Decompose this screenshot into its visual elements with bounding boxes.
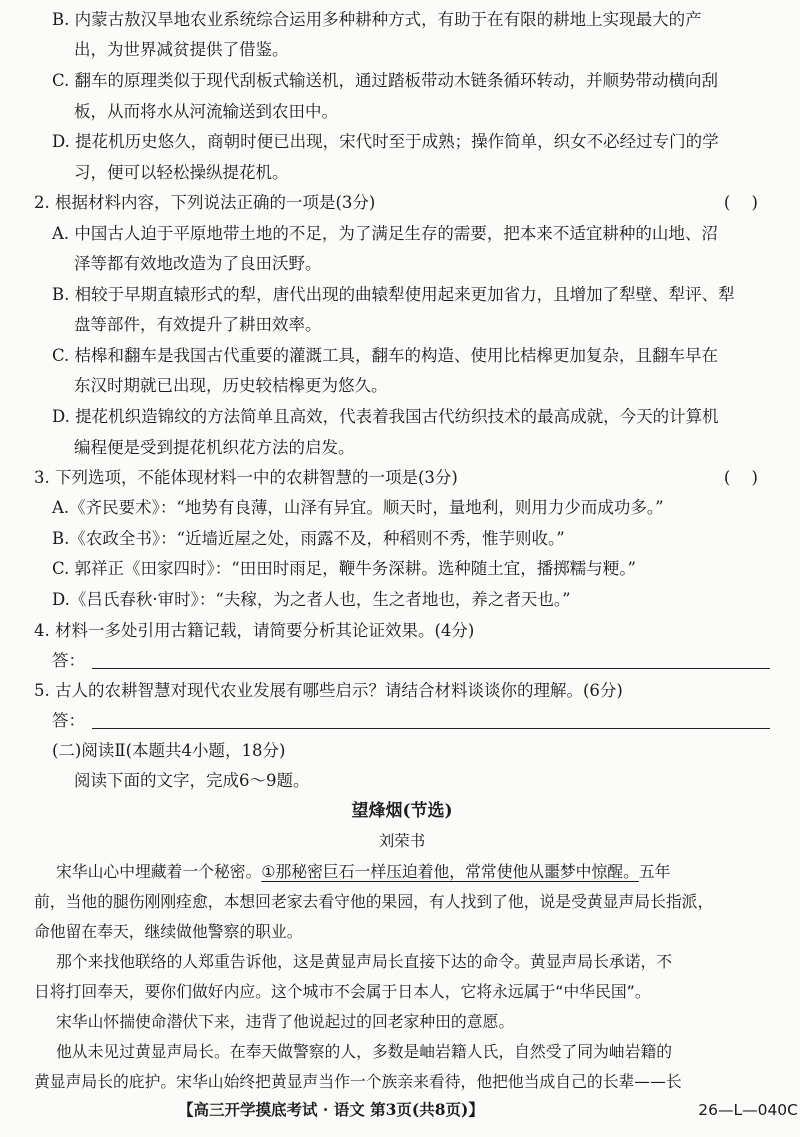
q1-option-b-line1: B. 内蒙古敖汉旱地农业系统综合运用多种耕种方式，有助于在有限的耕地上实现最大的产 <box>52 10 702 29</box>
q2-answer-bracket[interactable]: ( ) <box>723 193 766 212</box>
q4-stem: 4. 材料一多处引用古籍记载，请简要分析其论证效果。(4分) <box>34 621 475 640</box>
passage-p1-line3: 命他留在奉天，继续做他警察的职业。 <box>34 922 303 941</box>
footer-exam-info: 【高三开学摸底考试 · 语文 第3页(共8页)】 <box>178 1100 484 1119</box>
section2-instruction: 阅读下面的文字，完成6～9题。 <box>74 771 310 790</box>
q1-option-d-line1: D. 提花机历史悠久，商朝时便已出现，宋代时至于成熟；操作简单，织女不必经过专门的学 <box>52 132 719 151</box>
q2-option-a-line1: A. 中国古人迫于平原地带土地的不足，为了满足生存的需要，把本来不适宜耕种的山地、沼 <box>52 224 718 243</box>
passage-p3-line1: 宋华山怀揣使命潜伏下来，违背了他说起过的回老家种田的意愿。 <box>56 1012 515 1031</box>
q3-option-b: B.《农政全书》：“近墙近屋之处，雨露不及，种稻则不秀，惟芋则收。” <box>52 529 565 548</box>
passage-p4-line2: 黄显声局长的庇护。宋华山始终把黄显声当作一个族亲来看待，他把他当成自己的长辈——长 <box>34 1072 682 1091</box>
passage-p1-line2: 前，当他的腿伤刚刚痊愈，本想回老家去看守他的果园，有人找到了他，说是受黄显声局长指派， <box>34 892 714 911</box>
q1-option-b-line2: 出，为世界减贫提供了借鉴。 <box>74 40 289 59</box>
passage-p1-text: 宋华山心中埋藏着一个秘密。 <box>56 862 262 881</box>
q2-option-b-line1: B. 相较于早期直辕形式的犁，唐代出现的曲辕犁使用起来更加省力，且增加了犁壁、犁评、犁 <box>52 285 735 304</box>
q2-option-c-line2: 东汉时期就已出现，历史较桔槔更为悠久。 <box>74 376 388 395</box>
passage-author: 刘荣书 <box>378 832 426 850</box>
q1-option-d-line2: 习，便可以轻松操纵提花机。 <box>74 163 289 182</box>
q3-stem: 3. 下列选项，不能体现材料一中的农耕智慧的一项是(3分) <box>34 468 458 487</box>
q3-option-a: A.《齐民要术》：“地势有良薄，山泽有异宜。顺天时，量地利，则用力少而成功多。” <box>52 498 664 517</box>
q3-answer-bracket[interactable]: ( ) <box>723 468 766 487</box>
q5-answer-line[interactable] <box>92 728 770 729</box>
q1-option-c-line2: 板，从而将水从河流输送到农田中。 <box>74 102 338 121</box>
q3-option-d: D.《吕氏春秋·审时》：“夫稼，为之者人也，生之者地也，养之者天也。” <box>52 590 571 609</box>
q1-option-c-line1: C. 翻车的原理类似于现代刮板式输送机，通过踏板带动木链条循环转动，并顺势带动横向刮 <box>52 71 719 90</box>
passage-title: 望烽烟(节选) <box>351 801 453 821</box>
q2-option-a-line2: 泽等都有效地改造为了良田沃野。 <box>74 254 322 273</box>
footer-code: 26—L—040C <box>698 1101 798 1119</box>
q2-stem: 2. 根据材料内容，下列说法正确的一项是(3分) <box>34 193 376 212</box>
passage-p2-line2: 日将打回奉天，要你们做好内应。这个城市不会属于日本人，它将永远属于“中华民国”。 <box>34 982 651 1001</box>
passage-p1-text-end: 五年 <box>638 862 671 881</box>
q2-option-b-line2: 盘等部件，有效提升了耕田效率。 <box>74 315 322 334</box>
q5-stem: 5. 古人的农耕智慧对现代农业发展有哪些启示？请结合材料谈谈你的理解。(6分) <box>34 681 623 700</box>
q2-option-c-line1: C. 桔槔和翻车是我国古代重要的灌溉工具，翻车的构造、使用比桔槔更加复杂，且翻车早在 <box>52 346 719 365</box>
q3-option-c: C. 郭祥正《田家四时》：“田田时雨足，鞭牛务深耕。选种随土宜，播掷糯与粳。” <box>52 559 636 578</box>
q2-option-d-line2: 编程便是受到提花机织花方法的启发。 <box>74 438 355 457</box>
passage-p4-line1: 他从未见过黄显声局长。在奉天做警察的人，多数是岫岩籍人氏，自然受了同为岫岩籍的 <box>56 1042 673 1061</box>
passage-p1-underlined-sentence: ①那秘密巨石一样压迫着他，常常使他从噩梦中惊醒。 <box>261 862 639 881</box>
q5-answer-label: 答： <box>52 711 85 730</box>
passage-p2-line1: 那个来找他联络的人郑重告诉他，这是黄显声局长直接下达的命令。黄显声局长承诺，不 <box>56 952 673 971</box>
passage-p1-line1 <box>56 860 670 884</box>
q4-answer-label: 答： <box>52 651 85 670</box>
q4-answer-line[interactable] <box>92 668 770 669</box>
section2-heading: (二)阅读Ⅱ(本题共4小题，18分) <box>52 741 286 760</box>
q2-option-d-line1: D. 提花机织造锦纹的方法简单且高效，代表着我国古代纺织技术的最高成就，今天的计算机 <box>52 407 719 426</box>
